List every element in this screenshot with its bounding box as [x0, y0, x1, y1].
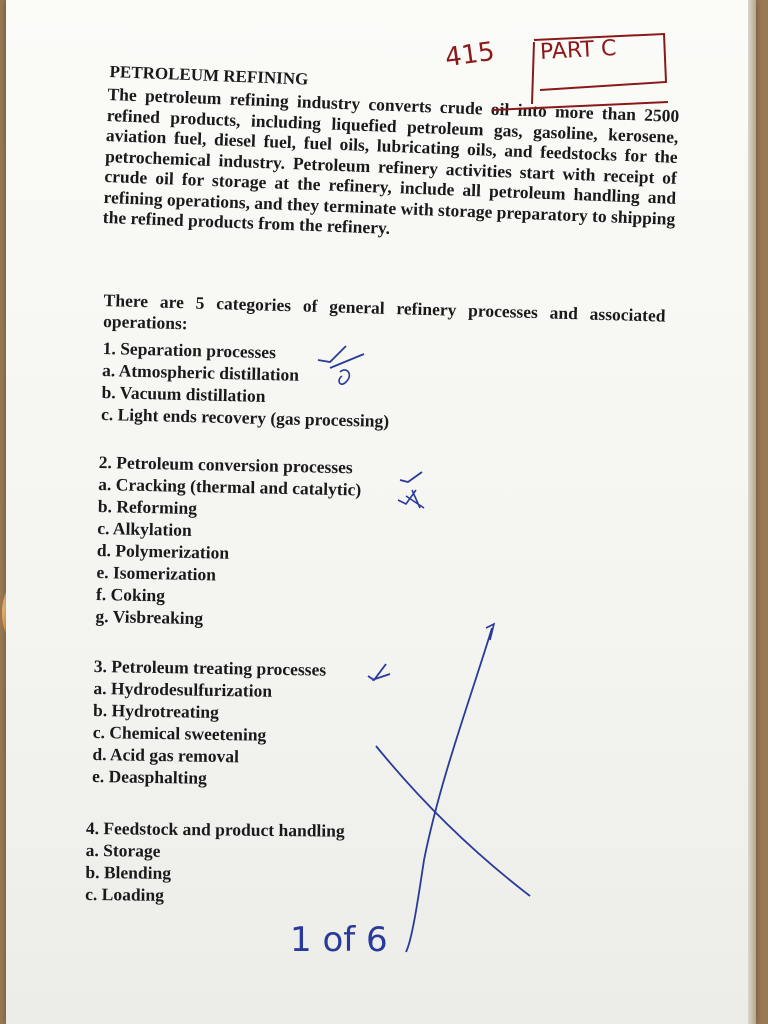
header-underline-stroke [492, 102, 668, 110]
handwritten-page-code: 415 [443, 36, 497, 74]
part-c-box-stroke [532, 34, 666, 104]
list-item: b. Hydrotreating [92, 699, 220, 722]
section-heading: 2. Petroleum conversion processes [98, 451, 353, 478]
tick-mark-icon [368, 664, 390, 680]
list-item: a. Atmospheric distillation [101, 359, 300, 385]
intro-paragraph: The petroleum refining industry converts crude oil into more than 2500 refined products, including liquefied petroleum gas, gasoline, kerosene, aviation fuel, diesel fuel, fuel oils, lubricating oils, and feedstocks for the petrochemical industry. Petroleum refinery activities start with receipt of crude oil for storage at the refinery, include all petroleum handling and refining operations, and they terminate with storage preparatory to shipping the refined products from the refinery. [102, 84, 680, 238]
handwritten-part-label: PART C [539, 36, 617, 65]
list-item: e. Deasphalting [91, 765, 207, 788]
categories-paragraph: There are 5 categories of general refinery processes and associated operations: [102, 290, 666, 334]
document-title: PETROLEUM REFINING [109, 62, 309, 89]
list-item: b. Blending [85, 861, 172, 883]
tick-mark-icon [318, 346, 364, 368]
cross-mark-stroke [406, 628, 492, 952]
list-item: c. Alkylation [97, 517, 192, 540]
section-heading: 1. Separation processes [102, 337, 277, 363]
list-item: g. Visbreaking [95, 605, 204, 629]
list-item: d. Acid gas removal [92, 743, 240, 767]
list-item: c. Light ends recovery (gas processing) [100, 403, 390, 432]
list-item: c. Chemical sweetening [92, 721, 267, 745]
list-item: b. Reforming [97, 495, 198, 519]
list-item: a. Cracking (thermal and catalytic) [98, 473, 362, 500]
list-item: e. Isomerization [96, 561, 217, 585]
section-heading: 4. Feedstock and product handling [85, 817, 345, 841]
list-item: a. Storage [85, 839, 161, 861]
cross-mark-stroke [376, 746, 530, 896]
tick-mark-icon [400, 472, 422, 482]
list-item: d. Polymerization [96, 539, 230, 563]
list-item: c. Loading [85, 883, 165, 905]
tick-mark-icon [398, 490, 424, 508]
tick-mark-icon [339, 370, 349, 384]
list-item: a. Hydrodesulfurization [93, 677, 273, 701]
list-item: b. Vacuum distillation [101, 381, 266, 406]
list-item: f. Coking [95, 583, 166, 606]
section-heading: 3. Petroleum treating processes [93, 655, 327, 680]
handwritten-page-count: 1 of 6 [290, 920, 388, 960]
